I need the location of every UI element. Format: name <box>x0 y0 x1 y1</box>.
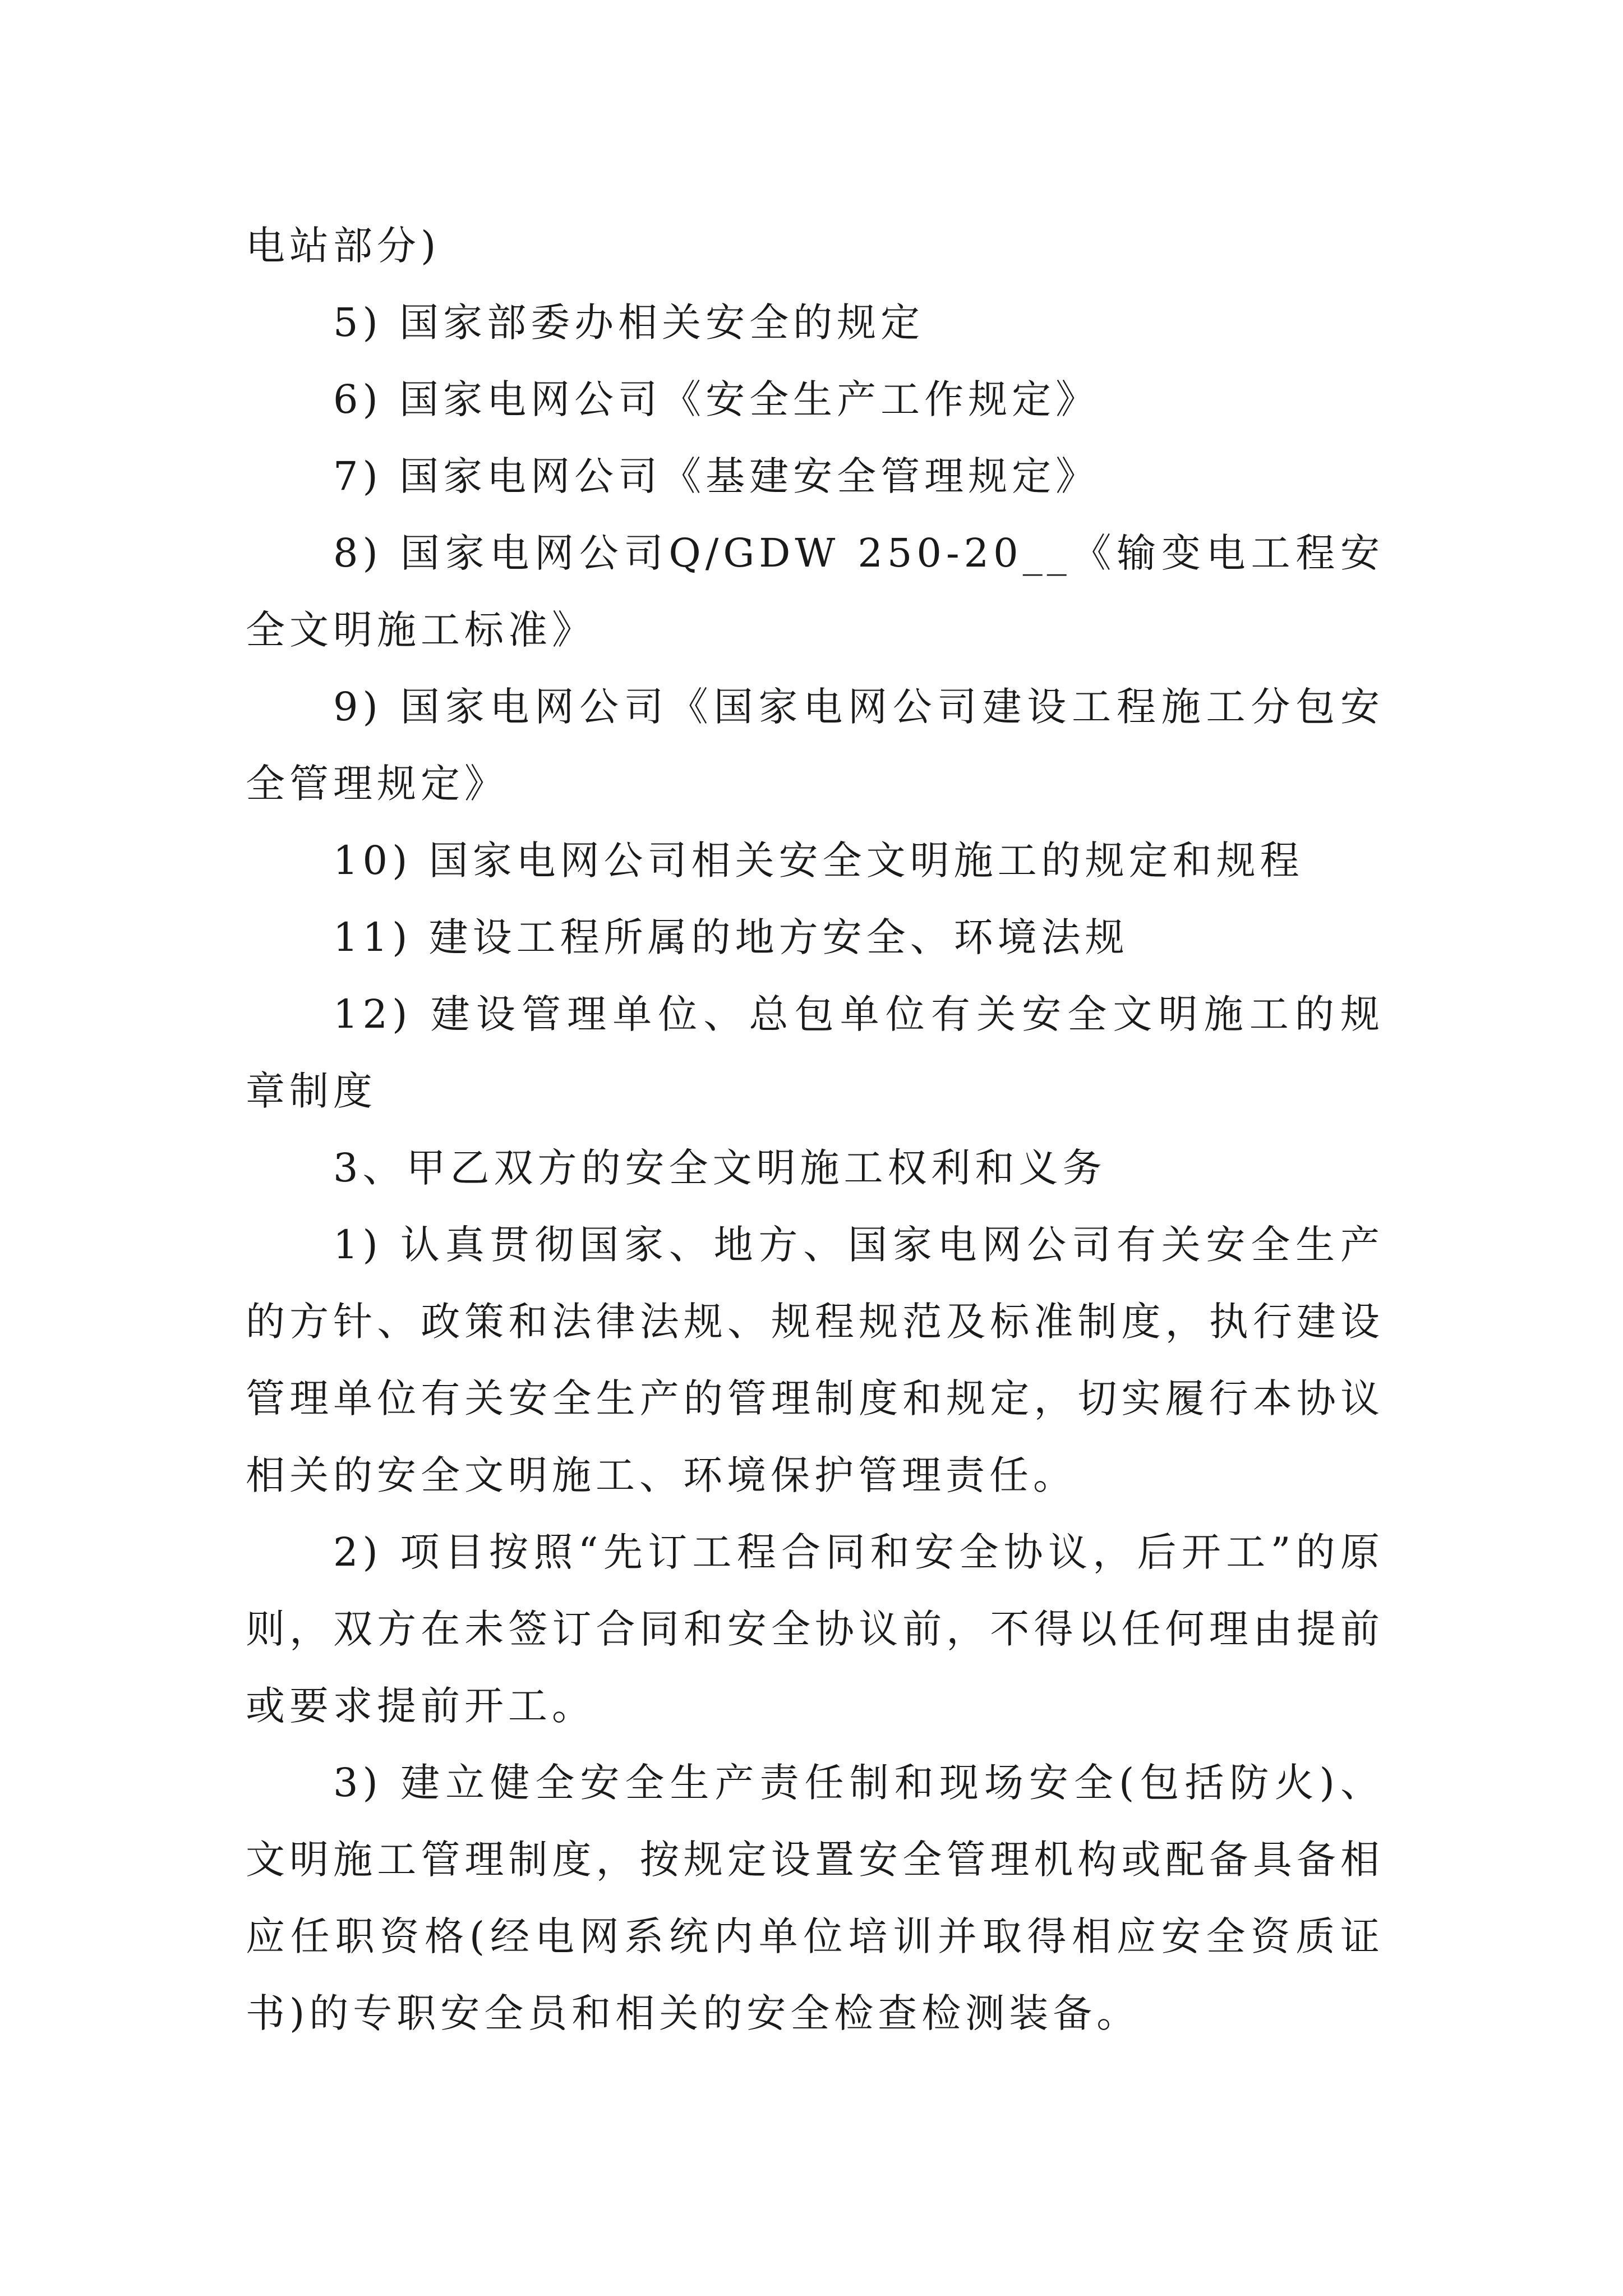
paragraph: 8) 国家电网公司Q/GDW 250-20__《输变电工程安全文明施工标准》 <box>246 530 1384 653</box>
paragraph: 5) 国家部委办相关安全的规定 <box>333 300 925 346</box>
paragraph: 3) 建立健全安全生产责任制和现场安全(包括防火)、文明施工管理制度，按规定设置安全管理机构或配备具备相应任职资格(经电网系统内单位培训并取得相应安全资质证书)的专职安全员和相关的安全检查检测装备。 <box>246 1760 1384 2036</box>
paragraph: 6) 国家电网公司《安全生产工作规定》 <box>333 376 1100 422</box>
paragraph: 1) 认真贯彻国家、地方、国家电网公司有关安全生产的方针、政策和法律法规、规程规范及标准制度，执行建设管理单位有关安全生产的管理制度和规定，切实履行本协议相关的安全文明施工、环境保护管理责任。 <box>246 1222 1384 1498</box>
paragraph: 10) 国家电网公司相关安全文明施工的规定和规程 <box>333 838 1304 884</box>
section-heading: 3、甲乙双方的安全文明施工权利和义务 <box>333 1145 1106 1191</box>
paragraph: 电站部分) <box>246 223 441 269</box>
paragraph: 2) 项目按照“先订工程合同和安全协议，后开工”的原则，双方在未签订合同和安全协议前，不得以任何理由提前或要求提前开工。 <box>246 1529 1384 1729</box>
paragraph: 9) 国家电网公司《国家电网公司建设工程施工分包安全管理规定》 <box>246 684 1384 807</box>
paragraph: 12) 建设管理单位、总包单位有关安全文明施工的规章制度 <box>246 991 1384 1114</box>
document-body <box>246 208 1384 2052</box>
paragraph: 7) 国家电网公司《基建安全管理规定》 <box>333 453 1100 499</box>
paragraph: 11) 建设工程所属的地方安全、环境法规 <box>333 914 1129 960</box>
